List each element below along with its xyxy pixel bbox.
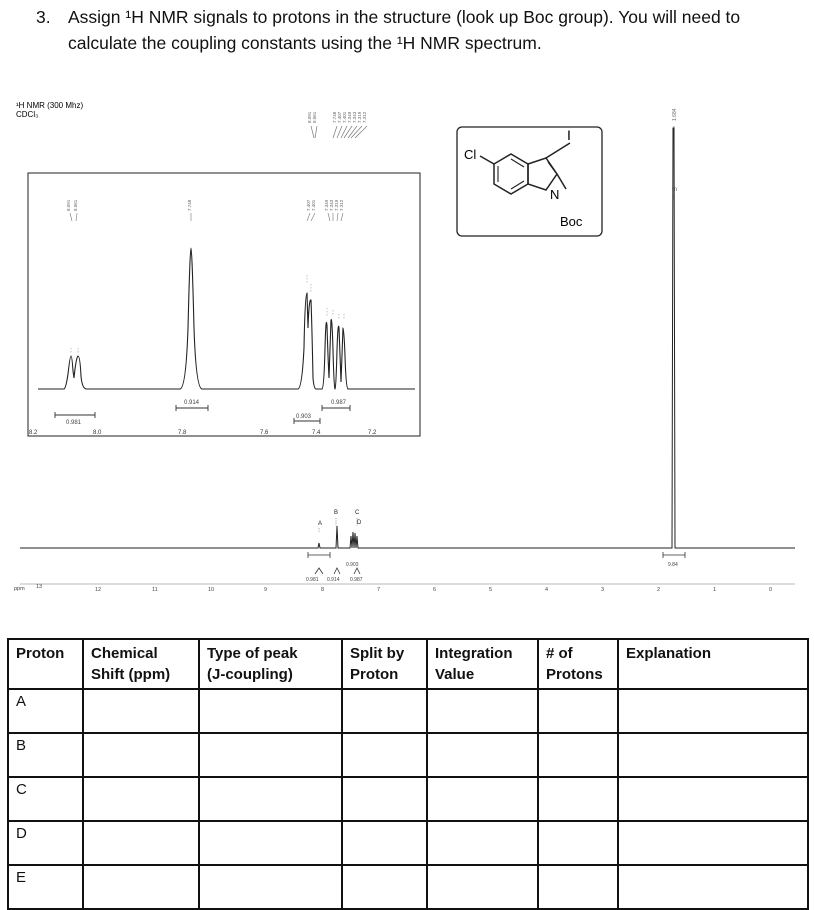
peak-letter-b: B bbox=[334, 510, 339, 516]
inset-peak-label: 7.319 bbox=[334, 199, 339, 211]
iodo-label: I bbox=[567, 127, 571, 143]
answer-cell[interactable] bbox=[618, 733, 808, 777]
peak-label: 7.748 bbox=[332, 111, 337, 123]
answer-cell[interactable] bbox=[342, 777, 427, 821]
inset-peak-label: 8.091 bbox=[66, 199, 71, 211]
nitrogen-label: N bbox=[550, 187, 560, 202]
peak-label: 8.091 bbox=[307, 111, 312, 123]
answer-cell[interactable] bbox=[427, 689, 538, 733]
table-header-row bbox=[8, 639, 808, 689]
answer-cell[interactable] bbox=[199, 689, 342, 733]
full-spectrum-trace bbox=[20, 128, 795, 548]
main-axis-unit: ppm bbox=[14, 586, 25, 592]
col-header-peak-type: Type of peak (J-coupling) bbox=[199, 639, 342, 689]
main-axis-label: 10 bbox=[208, 587, 215, 593]
inset-peak-label: 7.343 bbox=[329, 199, 334, 211]
answer-cell[interactable] bbox=[342, 821, 427, 865]
assignment-table bbox=[7, 638, 809, 910]
proton-cell: B bbox=[8, 733, 83, 777]
inset-integral-label: 0.987 bbox=[331, 400, 347, 406]
table-row bbox=[8, 733, 808, 777]
question-block bbox=[36, 4, 806, 56]
main-axis-label: 6 bbox=[433, 587, 437, 593]
chloro-label: Cl bbox=[464, 147, 477, 162]
inset-axis-label: 7.8 bbox=[178, 430, 187, 436]
main-axis-label: 5 bbox=[489, 587, 493, 593]
answer-cell[interactable] bbox=[199, 777, 342, 821]
peak-label: 7.401 bbox=[342, 111, 347, 123]
question-text: Assign ¹H NMR signals to protons in the structure (look up Boc group). You will need to calculate the coupling constants using the ¹H NMR spectrum. bbox=[68, 7, 741, 53]
answer-cell[interactable] bbox=[83, 733, 199, 777]
spectrum-title: ¹H NMR (300 Mhz) bbox=[16, 101, 84, 110]
inset-spectrum bbox=[28, 173, 420, 436]
answer-cell[interactable] bbox=[83, 777, 199, 821]
peak-label: 7.407 bbox=[337, 111, 342, 123]
full-spectrum bbox=[14, 128, 795, 593]
inset-peak-label: 7.401 bbox=[311, 199, 316, 211]
col-header-num-protons: # of Protons bbox=[538, 639, 618, 689]
main-integral-label: 0.987 bbox=[350, 577, 363, 583]
answer-cell[interactable] bbox=[427, 865, 538, 909]
proton-cell: D bbox=[8, 821, 83, 865]
answer-cell[interactable] bbox=[538, 821, 618, 865]
main-axis-label: 0 bbox=[769, 587, 773, 593]
main-axis-label: 8 bbox=[321, 587, 325, 593]
inset-integral-label: 0.981 bbox=[66, 420, 82, 426]
peak-label: 7.343 bbox=[352, 111, 357, 123]
main-integral-label: 9.84 bbox=[668, 562, 678, 568]
inset-peak-label: 7.349 bbox=[324, 199, 329, 211]
answer-cell[interactable] bbox=[199, 865, 342, 909]
inset-peak-label: 7.312 bbox=[339, 199, 344, 211]
answer-cell[interactable] bbox=[618, 777, 808, 821]
peak-label: 7.312 bbox=[362, 111, 367, 123]
peak-letter-a: A bbox=[318, 521, 323, 527]
peak-label: 7.349 bbox=[347, 111, 352, 123]
table-row bbox=[8, 821, 808, 865]
main-axis-label: 3 bbox=[601, 587, 605, 593]
main-axis-label: 2 bbox=[657, 587, 661, 593]
answer-cell[interactable] bbox=[199, 733, 342, 777]
right-peak-label: 1.684 bbox=[672, 108, 678, 121]
col-header-chemical-shift: Chemical Shift (ppm) bbox=[83, 639, 199, 689]
main-axis-label: 1 bbox=[713, 587, 717, 593]
proton-cell: E bbox=[8, 865, 83, 909]
inset-peak-label: 7.748 bbox=[187, 199, 192, 211]
main-integral-label: 0.903 bbox=[346, 562, 359, 568]
col-header-explanation: Explanation bbox=[618, 639, 808, 689]
peak-letter-c: C bbox=[355, 510, 360, 516]
inset-axis-label: 7.6 bbox=[260, 430, 269, 436]
inset-peak-label: 7.407 bbox=[306, 199, 311, 211]
col-header-proton: Proton bbox=[8, 639, 83, 689]
answer-cell[interactable] bbox=[538, 733, 618, 777]
main-axis-label: 12 bbox=[95, 587, 102, 593]
inset-axis-label: 8.0 bbox=[93, 430, 102, 436]
proton-cell: A bbox=[8, 689, 83, 733]
boc-label: Boc bbox=[560, 214, 583, 229]
question-number: 3. bbox=[36, 7, 51, 27]
main-integral-label: 0.914 bbox=[327, 577, 340, 583]
answer-cell[interactable] bbox=[427, 777, 538, 821]
main-axis-label: 4 bbox=[545, 587, 549, 593]
col-header-split-by: Split by Proton bbox=[342, 639, 427, 689]
peak-label: 7.319 bbox=[357, 111, 362, 123]
answer-cell[interactable] bbox=[83, 865, 199, 909]
main-axis-label: 9 bbox=[264, 587, 268, 593]
main-axis-label: 11 bbox=[152, 587, 158, 593]
answer-cell[interactable] bbox=[342, 689, 427, 733]
inset-axis-label: 7.2 bbox=[368, 430, 377, 436]
answer-cell[interactable] bbox=[83, 689, 199, 733]
main-axis-label: 7 bbox=[377, 587, 381, 593]
table-row bbox=[8, 865, 808, 909]
inset-axis-label: 7.4 bbox=[312, 430, 321, 436]
nmr-spectrum-figure bbox=[0, 88, 814, 608]
answer-cell[interactable] bbox=[342, 865, 427, 909]
answer-cell[interactable] bbox=[618, 689, 808, 733]
answer-cell[interactable] bbox=[342, 733, 427, 777]
answer-cell[interactable] bbox=[618, 821, 808, 865]
spectrum-solvent: CDCl₃ bbox=[16, 110, 39, 119]
proton-cell: C bbox=[8, 777, 83, 821]
peak-label: 8.061 bbox=[312, 111, 317, 123]
inset-integral-label: 0.903 bbox=[296, 414, 312, 420]
answer-cell[interactable] bbox=[538, 689, 618, 733]
table-row bbox=[8, 777, 808, 821]
answer-cell[interactable] bbox=[538, 865, 618, 909]
inset-integral-label: 0.914 bbox=[184, 400, 200, 406]
top-peak-labels bbox=[307, 111, 367, 123]
methyl-marker: m bbox=[672, 187, 677, 193]
answer-cell[interactable] bbox=[427, 821, 538, 865]
main-integral-label: 0.981 bbox=[306, 577, 319, 583]
answer-cell[interactable] bbox=[618, 865, 808, 909]
table-row bbox=[8, 689, 808, 733]
answer-cell[interactable] bbox=[83, 821, 199, 865]
inset-axis-label: 8.2 bbox=[29, 430, 38, 436]
main-axis-label: 13 bbox=[36, 584, 43, 590]
col-header-integration: Integration Value bbox=[427, 639, 538, 689]
molecule-structure bbox=[457, 127, 602, 236]
answer-cell[interactable] bbox=[427, 733, 538, 777]
inset-peak-label: 8.061 bbox=[73, 199, 78, 211]
answer-cell[interactable] bbox=[199, 821, 342, 865]
inset-spectrum-trace bbox=[38, 248, 415, 389]
peak-letter-d: D bbox=[357, 520, 362, 526]
answer-cell[interactable] bbox=[538, 777, 618, 821]
